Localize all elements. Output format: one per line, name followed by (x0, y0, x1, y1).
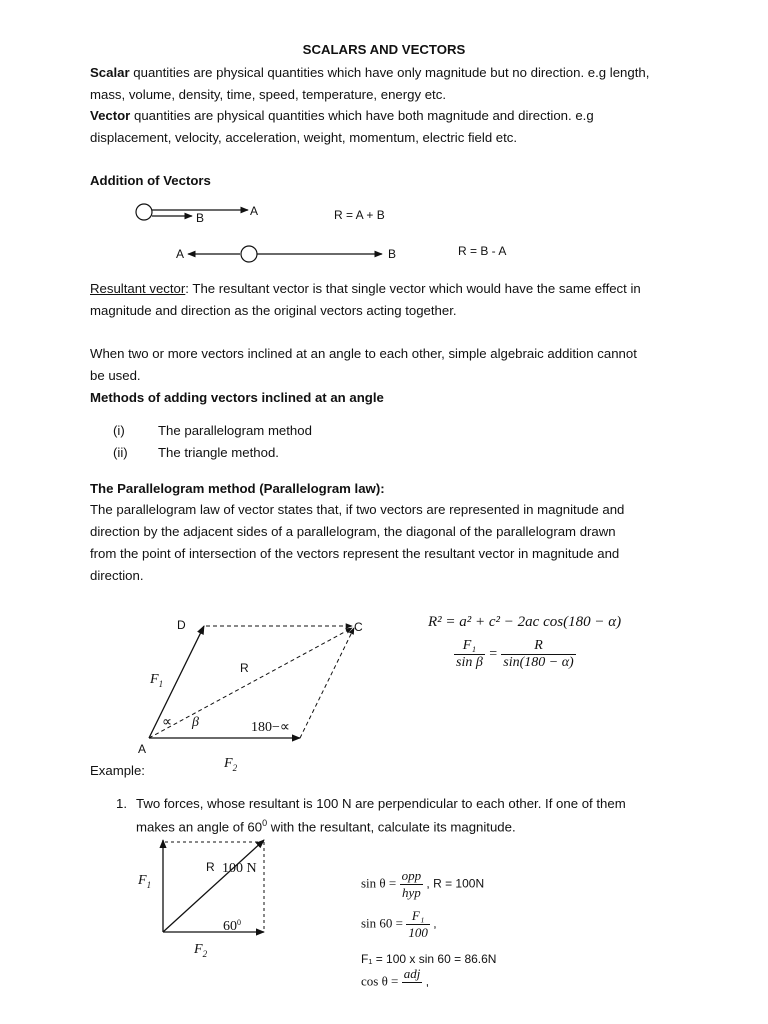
scalar-term: Scalar (90, 65, 130, 80)
label-r: R (206, 860, 215, 874)
method-num: (ii) (113, 445, 128, 460)
parallelogram-text: The parallelogram law of vector states that, if two vectors are represented in magnitude and (90, 502, 625, 517)
resultant-arrow (163, 840, 264, 932)
label-a: A (138, 742, 147, 756)
parallelogram-diagram (130, 612, 380, 777)
method-num: (i) (113, 423, 125, 438)
vector-subtraction-diagram (170, 242, 410, 266)
angle-alpha: ∝ (162, 715, 173, 730)
parallelogram-text: direction by the adjacent sides of a parallelogram, the diagonal of the parallelogram drawn (90, 524, 616, 539)
example-number: 1. (116, 796, 127, 811)
solution-line-3: F₁ = 100 x sin 60 = 86.6N (361, 952, 497, 966)
resultant-term: Resultant vector (90, 281, 186, 296)
vector-text: quantities are physical quantities which have both magnitude and direction. e.g (130, 108, 594, 123)
angle-60: $60^0$ (223, 918, 241, 934)
right-angle-diagram (130, 836, 290, 966)
label-r: R (240, 661, 249, 675)
angle-beta: β (192, 715, 199, 730)
angle-180-alpha: 180−∝ (251, 720, 290, 735)
label-f2: $F_2$ (194, 942, 208, 959)
label-d: D (177, 618, 186, 632)
solution-line-2: sin 60 = $\frac{\text{F₁}}{100}$ , (361, 908, 437, 940)
scalar-definition (90, 64, 649, 82)
solution-line-1: sin θ = $\frac{\text{opp}}{\text{hyp}}$ , R = 100N (361, 868, 485, 900)
resultant-definition (90, 280, 641, 298)
parallelogram-text: from the point of intersection of the vectors represent the resultant vector in magnitude and (90, 546, 620, 561)
label-b: B (196, 211, 205, 225)
vector-term: Vector (90, 108, 131, 123)
label-f1: $F_1$ (138, 873, 152, 890)
solution-line-4: cos θ = adj , (361, 966, 430, 989)
origin-circle (241, 246, 257, 262)
page-title: SCALARS AND VECTORS (302, 42, 466, 57)
vector-definition (90, 107, 594, 125)
inclined-text: When two or more vectors inclined at an angle to each other, simple algebraic addition cannot (90, 346, 637, 361)
scalar-examples: mass, volume, density, time, speed, temperature, energy etc. (90, 87, 446, 102)
methods-heading: Methods of adding vectors inclined at an angle (90, 390, 384, 405)
example-label: Example: (90, 763, 145, 778)
vector-examples: displacement, velocity, acceleration, weight, momentum, electric field etc. (90, 130, 518, 145)
label-f2: $F_2$ (224, 756, 238, 773)
addition-heading: Addition of Vectors (90, 173, 211, 188)
example-question: Two forces, whose resultant is 100 N are perpendicular to each other. If one of them (136, 796, 626, 811)
equation-sum: R = A + B (334, 208, 385, 222)
label-b: B (388, 247, 397, 261)
inclined-text-2: be used. (90, 368, 141, 383)
origin-circle (136, 204, 152, 220)
parallelogram-heading: The Parallelogram method (Parallelogram law): (90, 481, 385, 496)
parallelogram-text: direction. (90, 568, 144, 583)
resultant-text-2: magnitude and direction as the original vectors acting together. (90, 303, 457, 318)
scalar-text: quantities are physical quantities which have only magnitude but no direction. e.g length, (129, 65, 650, 80)
equation-difference: R = B - A (458, 244, 507, 258)
resultant-text: : The resultant vector is that single vector which would have the same effect in (185, 281, 641, 296)
side-bc-dashed (300, 628, 354, 738)
label-c: C (354, 620, 363, 634)
label-f1: $F_1$ (150, 672, 164, 689)
vector-addition-diagram (120, 198, 320, 230)
method-text: The triangle method. (158, 445, 279, 460)
example-question-2: makes an angle of $60^0$ with the resultant, calculate its magnitude. (136, 818, 516, 835)
method-text: The parallelogram method (158, 423, 312, 438)
sine-rule-formula: $\frac{\text{F₁}}{\text{sin β}}$ = $\frac{R}{\sin(180 - \alpha)}$ (456, 638, 574, 670)
label-a: A (250, 204, 259, 218)
cosine-rule-formula: R² = a² + c² − 2ac cos(180 − α) (428, 614, 622, 630)
label-100n: 100 N (222, 861, 257, 876)
label-a: A (176, 247, 185, 261)
